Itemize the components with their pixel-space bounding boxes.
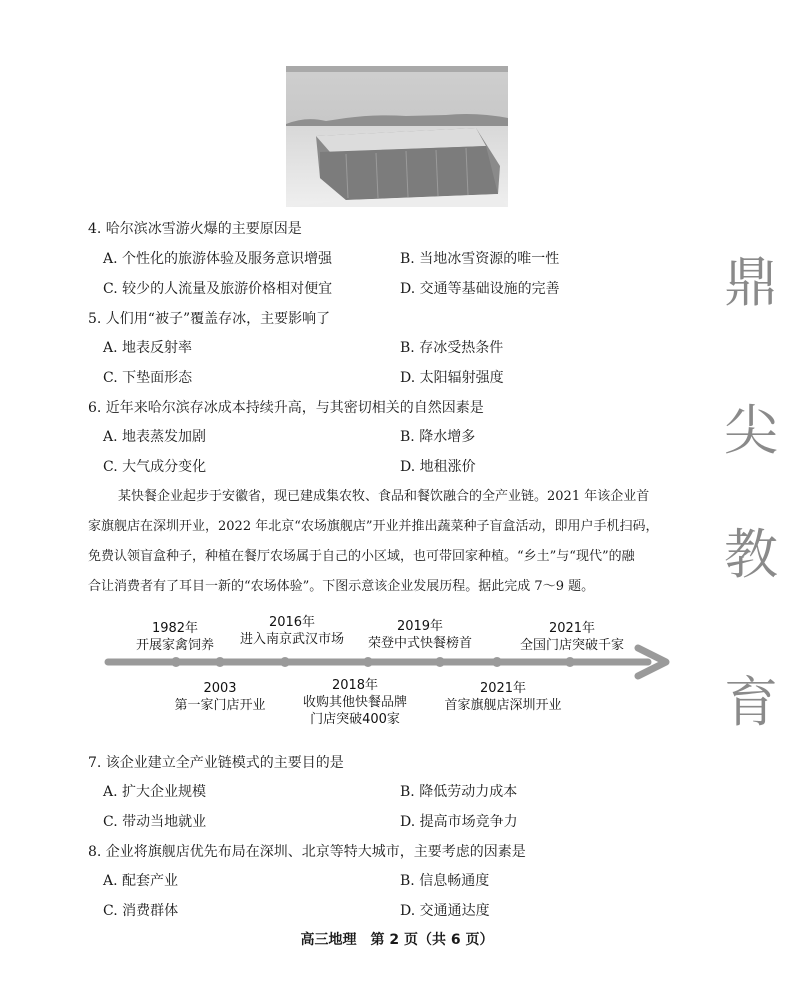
timeline-bottom-2018 <box>290 677 420 728</box>
question-6-stem: 6. 近年来哈尔滨存冰成本持续升高，与其密切相关的自然因素是 <box>88 400 484 416</box>
timeline-year: 2003 <box>203 681 237 696</box>
timeline-top-1982 <box>110 620 240 654</box>
timeline-year: 2019年 <box>396 619 444 634</box>
question-6-option-b: B. 降水增多 <box>400 429 476 445</box>
question-4-option-a: A. 个性化的旅游体验及服务意识增强 <box>103 251 333 267</box>
timeline-top-2021 <box>502 620 642 654</box>
timeline-event: 进入南京武汉市场 <box>239 632 344 647</box>
question-6-option-c: C. 大气成分变化 <box>103 459 207 475</box>
question-7-option-c: C. 带动当地就业 <box>103 814 207 830</box>
question-4-option-c: C. 较少的人流量及旅游价格相对便宜 <box>103 281 333 297</box>
watermark-char: 育 <box>724 671 778 734</box>
question-7-option-a: A. 扩大企业规模 <box>103 784 207 800</box>
timeline-event: 门店突破400家 <box>310 712 400 727</box>
timeline-year: 2016年 <box>268 615 316 630</box>
timeline-dot <box>492 657 502 667</box>
question-7-stem: 7. 该企业建立全产业链模式的主要目的是 <box>88 755 344 771</box>
ice-storage-photo <box>286 66 508 207</box>
timeline-event: 第一家门店开业 <box>174 698 266 713</box>
question-5-stem: 5. 人们用“被子”覆盖存冰，主要影响了 <box>88 311 331 327</box>
timeline-event: 收购其他快餐品牌 <box>302 695 407 710</box>
question-5-option-d: D. 太阳辐射强度 <box>400 370 504 386</box>
question-5-option-c: C. 下垫面形态 <box>103 370 193 386</box>
watermark-char: 教 <box>724 523 778 586</box>
question-5-option-b: B. 存冰受热条件 <box>400 340 504 356</box>
passage-line: 合让消费者有了耳目一新的“农场体验”。下图示意该企业发展历程。据此完成 7～9 题。 <box>88 579 595 594</box>
timeline-dot <box>215 657 225 667</box>
question-6-option-a: A. 地表蒸发加剧 <box>103 429 207 445</box>
timeline-event: 首家旗舰店深圳开业 <box>444 698 562 713</box>
timeline-event: 荣登中式快餐榜首 <box>367 636 472 651</box>
timeline-year: 2021年 <box>548 621 596 636</box>
timeline-dot <box>363 657 373 667</box>
question-4-stem: 4. 哈尔滨冰雪游火爆的主要原因是 <box>88 221 302 237</box>
timeline-event: 开展家禽饲养 <box>135 638 214 653</box>
timeline-dot <box>435 657 445 667</box>
question-4-option-b: B. 当地冰雪资源的唯一性 <box>400 251 560 267</box>
question-8-option-c: C. 消费群体 <box>103 903 179 919</box>
question-5-option-a: A. 地表反射率 <box>103 340 193 356</box>
timeline-bottom-2021 <box>428 680 578 714</box>
question-6-option-d: D. 地租涨价 <box>400 459 476 475</box>
watermark-char: 尖 <box>724 399 778 462</box>
timeline-dot <box>171 657 181 667</box>
watermark-char: 鼎 <box>724 251 778 314</box>
timeline-top-2016 <box>222 614 362 648</box>
question-7-option-b: B. 降低劳动力成本 <box>400 784 518 800</box>
page-footer: 高三地理 第 2 页（共 6 页） <box>300 932 494 948</box>
question-8-option-a: A. 配套产业 <box>103 873 179 889</box>
passage-line: 免费认领盲盒种子，种植在餐厅农场属于自己的小区域，也可带回家种植。“乡土”与“现代”的融 <box>88 549 635 564</box>
timeline-top-2019 <box>350 618 490 652</box>
question-4-option-d: D. 交通等基础设施的完善 <box>400 281 560 297</box>
timeline-event: 全国门店突破千家 <box>519 638 624 653</box>
timeline-year: 1982年 <box>151 621 199 636</box>
timeline-year: 2018年 <box>331 678 379 693</box>
question-8-stem: 8. 企业将旗舰店优先布局在深圳、北京等特大城市，主要考虑的因素是 <box>88 844 526 860</box>
question-8-option-b: B. 信息畅通度 <box>400 873 490 889</box>
timeline-dot <box>565 657 575 667</box>
timeline-year: 2021年 <box>479 681 527 696</box>
passage-line: 某快餐企业起步于安徽省，现已建成集农牧、食品和餐饮融合的全产业链。2021 年该企业首 <box>118 489 650 504</box>
timeline-dot <box>280 657 290 667</box>
question-8-option-d: D. 交通通达度 <box>400 903 490 919</box>
passage-line: 家旗舰店在深圳开业，2022 年北京“农场旗舰店”开业并推出蔬菜种子盲盒活动，即用户手机扫码， <box>88 519 659 534</box>
timeline-bottom-2003 <box>160 680 280 714</box>
question-7-option-d: D. 提高市场竞争力 <box>400 814 518 830</box>
